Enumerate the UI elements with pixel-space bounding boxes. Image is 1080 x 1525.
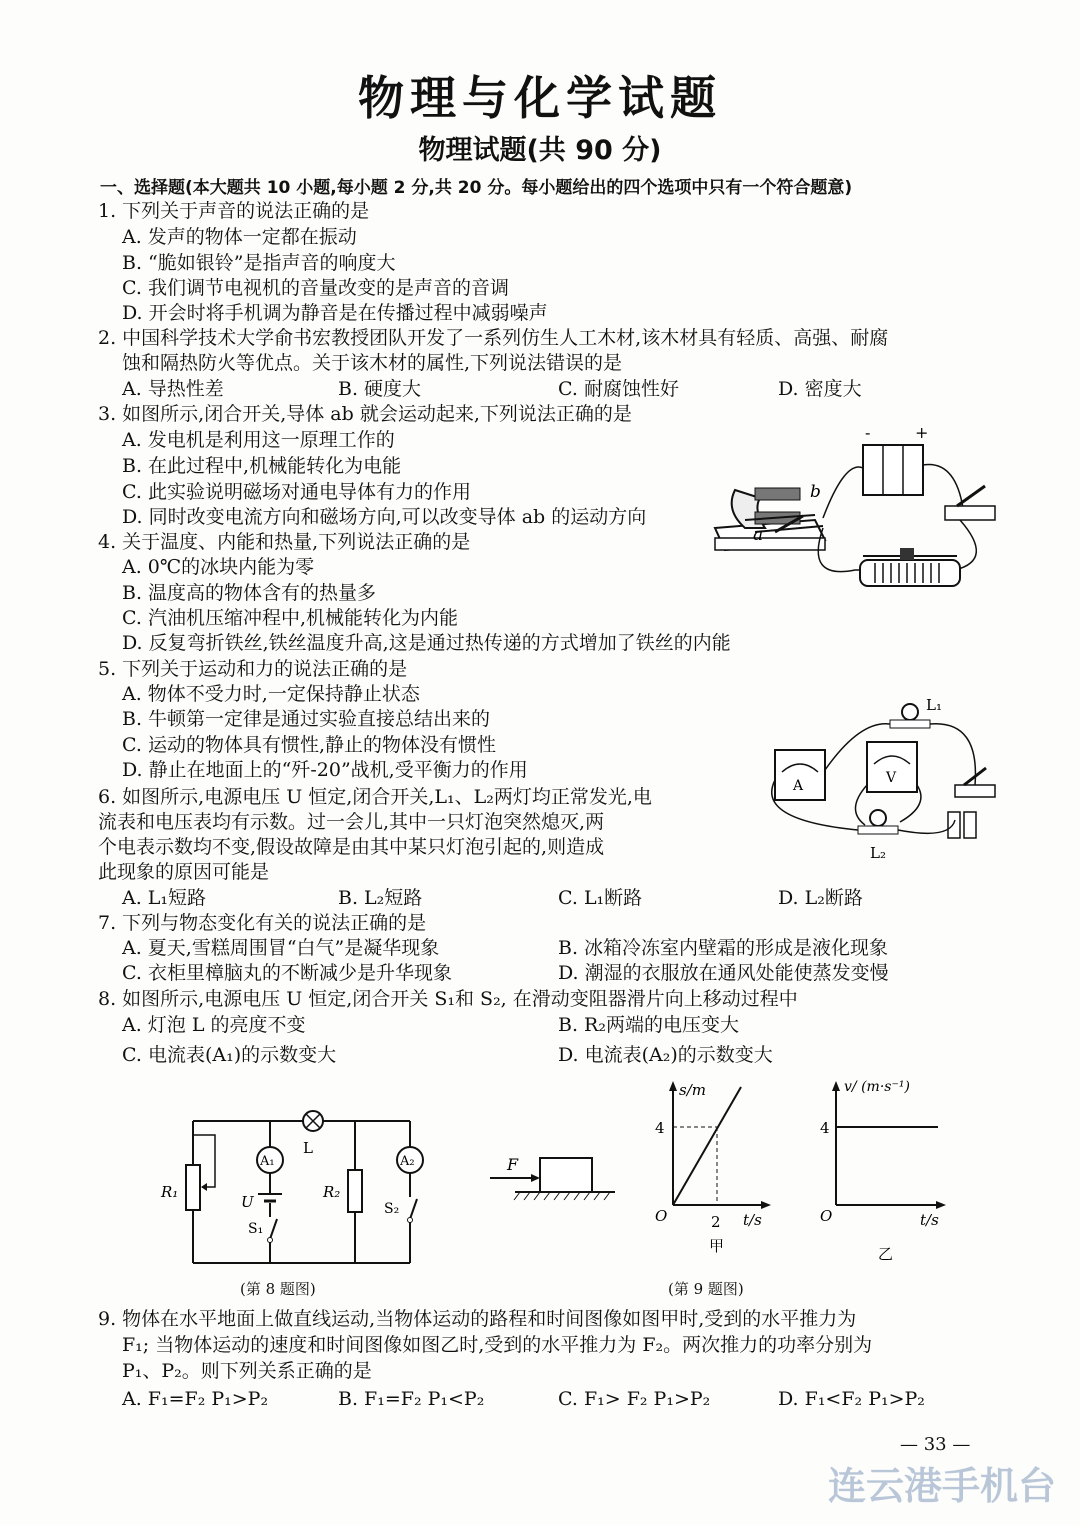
- lamp-l2-label: L₂: [870, 844, 886, 862]
- q9-block-figure: [485, 1150, 625, 1210]
- q3-option-c: C. 此实验说明磁场对通电导体有力的作用: [122, 481, 471, 503]
- jia-origin: O: [655, 1207, 668, 1225]
- q6-stem-line2: 流表和电压表均有示数。过一会儿,其中一只灯泡突然熄灭,两: [98, 811, 605, 833]
- q3-option-a: A. 发电机是利用这一原理工作的: [122, 429, 395, 451]
- q2-stem-line1: 2. 中国科学技术大学俞书宏教授团队开发了一系列仿生人工木材,该木材具有轻质、高强、耐腐: [98, 327, 889, 349]
- q7-option-b: B. 冰箱冷冻室内壁霜的形成是液化现象: [558, 937, 889, 959]
- yi-ylabel: v/ (m·s⁻¹): [844, 1079, 910, 1095]
- lamp-l-label: L: [303, 1139, 313, 1157]
- watermark-logo: 连云港手机台: [827, 1464, 1056, 1508]
- s1-label: S₁: [248, 1221, 264, 1237]
- conductor-a-label: a: [753, 525, 764, 545]
- jia-xlabel: t/s: [743, 1211, 762, 1229]
- yi-xlabel: t/s: [920, 1211, 939, 1229]
- q2-option-b: B. 硬度大: [338, 378, 422, 400]
- q9-stem-line3: P₁、P₂。则下列关系正确的是: [122, 1360, 372, 1382]
- q8-option-b: B. R₂两端的电压变大: [558, 1014, 739, 1036]
- jia-ylabel: s/m: [679, 1081, 706, 1099]
- q7-option-a: A. 夏天,雪糕周围冒“白气”是凝华现象: [122, 937, 440, 959]
- section-heading: 一、选择题(本大题共 10 小题,每小题 2 分,共 20 分。每小题给出的四个选项中只有一个符合题意): [100, 178, 853, 198]
- q6-stem-line4: 此现象的原因可能是: [98, 861, 270, 883]
- q4-stem: 4. 关于温度、内能和热量,下列说法正确的是: [98, 531, 471, 553]
- q9-option-b: B. F₁=F₂ P₁<P₂: [338, 1388, 485, 1410]
- u-label: U: [241, 1193, 254, 1211]
- q8-figure-caption: (第 8 题图): [240, 1280, 316, 1298]
- q3-stem: 3. 如图所示,闭合开关,导体 ab 就会运动起来,下列说法正确的是: [98, 403, 632, 425]
- q2-stem-line2: 蚀和隔热防火等优点。关于该木材的属性,下列说法错误的是: [122, 352, 623, 374]
- q7-stem: 7. 下列与物态变化有关的说法正确的是: [98, 912, 427, 934]
- q1-stem: 1. 下列关于声音的说法正确的是: [98, 200, 370, 222]
- q3-option-b: B. 在此过程中,机械能转化为电能: [122, 455, 402, 477]
- yi-label: 乙: [878, 1245, 894, 1263]
- q5-option-b: B. 牛顿第一定律是通过实验直接总结出来的: [122, 708, 491, 730]
- q6-option-a: A. L₁短路: [122, 887, 207, 909]
- q6-stem-line3: 个电表示数均不变,假设故障是由其中某只灯泡引起的,则造成: [98, 836, 605, 858]
- q5-option-d: D. 静止在地面上的“歼-20”战机,受平衡力的作用: [122, 759, 528, 781]
- switch-icon: [945, 506, 995, 520]
- page-subtitle: 物理试题(共 90 分): [418, 135, 662, 166]
- q3-option-d: D. 同时改变电流方向和磁场方向,可以改变导体 ab 的运动方向: [122, 506, 647, 528]
- conductor-b-label: b: [810, 482, 821, 502]
- q2-option-d: D. 密度大: [778, 378, 862, 400]
- q4-option-b: B. 温度高的物体含有的热量多: [122, 582, 377, 604]
- q6-option-d: D. L₂断路: [778, 887, 863, 909]
- q8-circuit-figure: [155, 1105, 445, 1275]
- battery-icon: [863, 445, 923, 495]
- q1-option-d: D. 开会时将手机调为静音是在传播过程中减弱噪声: [122, 302, 548, 324]
- a1-label: A₁: [260, 1154, 275, 1169]
- q1-option-c: C. 我们调节电视机的音量改变的是声音的音调: [122, 277, 509, 299]
- voltmeter-label: V: [886, 770, 897, 786]
- q2-option-c: C. 耐腐蚀性好: [558, 378, 679, 400]
- jia-xtick: 2: [711, 1213, 721, 1231]
- q6-option-c: C. L₁断路: [558, 887, 643, 909]
- lamp-l1-label: L₁: [926, 696, 942, 714]
- yi-origin: O: [820, 1207, 833, 1225]
- jia-label: 甲: [709, 1237, 725, 1255]
- block-icon: [540, 1158, 592, 1192]
- q5-option-a: A. 物体不受力时,一定保持静止状态: [122, 683, 420, 705]
- battery-plus-label: +: [915, 423, 929, 442]
- q5-stem: 5. 下列关于运动和力的说法正确的是: [98, 658, 408, 680]
- q7-option-c: C. 衣柜里樟脑丸的不断减少是升华现象: [122, 962, 452, 984]
- jia-series-line: [673, 1087, 741, 1205]
- q1-option-b: B. “脆如银铃”是指声音的响度大: [122, 252, 396, 274]
- page-number: — 33 —: [900, 1434, 971, 1455]
- r2-label: R₂: [323, 1183, 341, 1201]
- q9-graph-yi: [812, 1075, 962, 1265]
- q7-option-d: D. 潮湿的衣服放在通风处能使蒸发变慢: [558, 962, 889, 984]
- force-arrow-icon: [531, 1174, 540, 1182]
- s2-label: S₂: [384, 1201, 400, 1217]
- q8-option-a: A. 灯泡 L 的亮度不变: [122, 1014, 306, 1036]
- q3-figure: [705, 420, 1015, 610]
- q9-option-d: D. F₁<F₂ P₁>P₂: [778, 1388, 925, 1410]
- resistor-r2-icon: [348, 1170, 362, 1212]
- q6-stem-line1: 6. 如图所示,电源电压 U 恒定,闭合开关,L₁、L₂两灯均正常发光,电: [98, 786, 652, 808]
- q4-option-c: C. 汽油机压缩冲程中,机械能转化为内能: [122, 607, 458, 629]
- q9-figure-caption: (第 9 题图): [668, 1280, 744, 1298]
- battery-icon: [948, 812, 960, 838]
- rheostat-r1-icon: [186, 1165, 200, 1210]
- q2-option-a: A. 导热性差: [122, 378, 224, 400]
- ammeter-label: A: [793, 778, 804, 794]
- q6-figure: [750, 690, 1010, 865]
- lamp-l2-icon: [870, 810, 886, 826]
- q4-option-a: A. 0℃的冰块内能为零: [122, 556, 315, 578]
- q4-option-d: D. 反复弯折铁丝,铁丝温度升高,这是通过热传递的方式增加了铁丝的内能: [122, 632, 731, 654]
- a2-label: A₂: [400, 1154, 415, 1169]
- page-title: 物理与化学试题: [358, 71, 722, 125]
- q9-stem-line2: F₁; 当物体运动的速度和时间图像如图乙时,受到的水平推力为 F₂。两次推力的功率分别为: [122, 1334, 873, 1356]
- lamp-l1-icon: [902, 704, 918, 720]
- q8-option-c: C. 电流表(A₁)的示数变大: [122, 1044, 337, 1066]
- jia-ytick: 4: [655, 1119, 665, 1137]
- q8-stem: 8. 如图所示,电源电压 U 恒定,闭合开关 S₁和 S₂, 在滑动变阻器滑片向上移动过程中: [98, 988, 798, 1010]
- q1-option-a: A. 发声的物体一定都在振动: [122, 226, 357, 248]
- q9-graph-jia: [645, 1075, 785, 1265]
- yi-ytick: 4: [820, 1119, 830, 1137]
- q8-option-d: D. 电流表(A₂)的示数变大: [558, 1044, 773, 1066]
- switch-icon: [955, 785, 995, 797]
- q9-stem-line1: 9. 物体在水平地面上做直线运动,当物体运动的路程和时间图像如图甲时,受到的水平推力为: [98, 1308, 857, 1330]
- q5-option-c: C. 运动的物体具有惯性,静止的物体没有惯性: [122, 734, 496, 756]
- battery-minus-label: -: [865, 423, 871, 442]
- q6-option-b: B. L₂短路: [338, 887, 423, 909]
- q9-option-a: A. F₁=F₂ P₁>P₂: [122, 1388, 269, 1410]
- force-f-label: F: [507, 1155, 519, 1174]
- r1-label: R₁: [161, 1183, 179, 1201]
- q9-option-c: C. F₁> F₂ P₁>P₂: [558, 1388, 711, 1410]
